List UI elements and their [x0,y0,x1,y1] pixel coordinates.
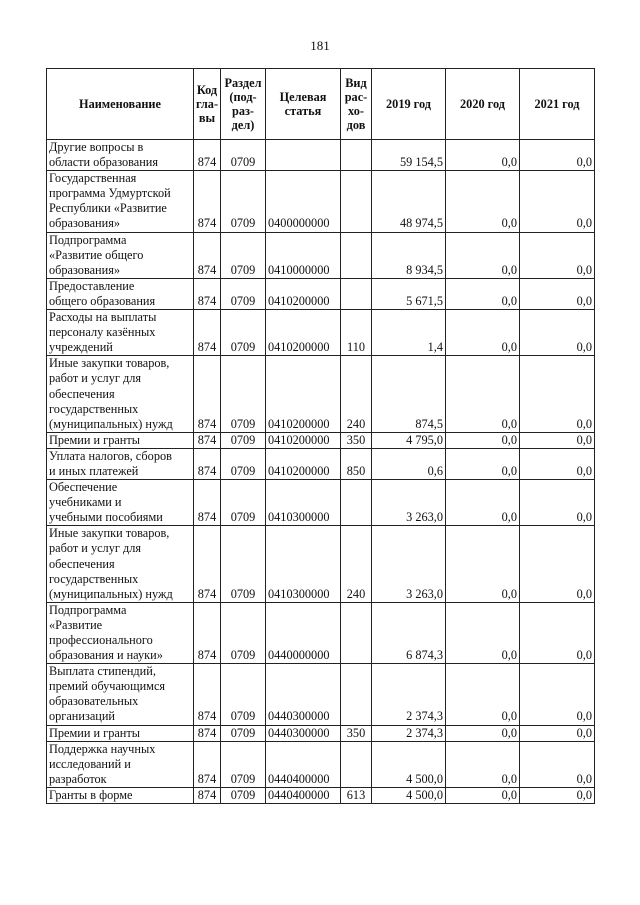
cell-section: 0709 [221,278,266,309]
table-row [47,741,595,787]
cell-2019: 48 974,5 [372,171,446,232]
header-2019: 2019 год [372,69,446,140]
header-target: Целевая статья [266,69,341,140]
cell-target: 0410200000 [266,278,341,309]
cell-code: 874 [194,278,221,309]
table-row [47,480,595,526]
cell-code: 874 [194,480,221,526]
cell-section: 0709 [221,171,266,232]
cell-2020: 0,0 [446,432,520,448]
cell-target: 0410200000 [266,310,341,356]
cell-2019: 8 934,5 [372,232,446,278]
cell-2020: 0,0 [446,480,520,526]
header-expense: Вид рас- хо- дов [341,69,372,140]
cell-expense [341,171,372,232]
cell-2021: 0,0 [520,232,595,278]
cell-2021: 0,0 [520,356,595,432]
table-row [47,140,595,171]
cell-target: 0410200000 [266,432,341,448]
cell-section: 0709 [221,310,266,356]
cell-2021: 0,0 [520,787,595,803]
cell-2019: 874,5 [372,356,446,432]
cell-2019: 59 154,5 [372,140,446,171]
cell-2021: 0,0 [520,725,595,741]
cell-name: Другие вопросы в области образования [47,140,194,171]
cell-2021: 0,0 [520,480,595,526]
cell-code: 874 [194,787,221,803]
cell-code: 874 [194,664,221,725]
cell-target: 0440300000 [266,664,341,725]
cell-2019: 4 795,0 [372,432,446,448]
cell-2019: 0,6 [372,448,446,479]
table-row [47,171,595,232]
table-row [47,602,595,663]
header-2021: 2021 год [520,69,595,140]
header-code: Код гла- вы [194,69,221,140]
cell-name: Иные закупки товаров, работ и услуг для обеспечения государственных (муниципальных) нужд [47,526,194,602]
cell-2019: 4 500,0 [372,741,446,787]
cell-target: 0410000000 [266,232,341,278]
cell-name: Уплата налогов, сборов и иных платежей [47,448,194,479]
cell-2020: 0,0 [446,356,520,432]
cell-2020: 0,0 [446,140,520,171]
cell-expense [341,741,372,787]
cell-name: Поддержка научных исследований и разработок [47,741,194,787]
cell-section: 0709 [221,356,266,432]
cell-target: 0400000000 [266,171,341,232]
cell-name: Премии и гранты [47,725,194,741]
cell-2021: 0,0 [520,140,595,171]
cell-2021: 0,0 [520,432,595,448]
cell-2020: 0,0 [446,664,520,725]
cell-section: 0709 [221,725,266,741]
cell-2020: 0,0 [446,171,520,232]
cell-code: 874 [194,171,221,232]
cell-name: Государственная программа Удмуртской Республики «Развитие образования» [47,171,194,232]
cell-expense: 240 [341,356,372,432]
cell-name: Расходы на выплаты персоналу казённых учреждений [47,310,194,356]
cell-2020: 0,0 [446,741,520,787]
cell-2021: 0,0 [520,171,595,232]
cell-2021: 0,0 [520,278,595,309]
cell-section: 0709 [221,448,266,479]
cell-name: Гранты в форме [47,787,194,803]
budget-table [46,68,595,804]
cell-target: 0440000000 [266,602,341,663]
cell-2019: 2 374,3 [372,725,446,741]
cell-target [266,140,341,171]
cell-2019: 6 874,3 [372,602,446,663]
cell-section: 0709 [221,602,266,663]
cell-expense [341,602,372,663]
cell-target: 0410300000 [266,480,341,526]
cell-section: 0709 [221,787,266,803]
cell-target: 0410200000 [266,448,341,479]
cell-expense [341,480,372,526]
cell-section: 0709 [221,664,266,725]
cell-2019: 1,4 [372,310,446,356]
cell-expense: 850 [341,448,372,479]
cell-code: 874 [194,741,221,787]
cell-section: 0709 [221,232,266,278]
cell-target: 0440400000 [266,741,341,787]
cell-2020: 0,0 [446,787,520,803]
cell-name: Иные закупки товаров, работ и услуг для обеспечения государственных (муниципальных) нужд [47,356,194,432]
cell-2020: 0,0 [446,310,520,356]
cell-2020: 0,0 [446,725,520,741]
cell-section: 0709 [221,480,266,526]
cell-name: Подпрограмма «Развитие общего образования» [47,232,194,278]
cell-target: 0410200000 [266,356,341,432]
cell-2019: 4 500,0 [372,787,446,803]
table-row [47,725,595,741]
cell-2019: 3 263,0 [372,480,446,526]
table-row [47,664,595,725]
cell-2019: 3 263,0 [372,526,446,602]
cell-code: 874 [194,310,221,356]
cell-section: 0709 [221,432,266,448]
cell-2021: 0,0 [520,741,595,787]
cell-code: 874 [194,526,221,602]
cell-name: Подпрограмма «Развитие профессионального образования и науки» [47,602,194,663]
table-row [47,278,595,309]
cell-code: 874 [194,448,221,479]
cell-code: 874 [194,356,221,432]
cell-code: 874 [194,232,221,278]
cell-section: 0709 [221,526,266,602]
cell-2021: 0,0 [520,664,595,725]
cell-2020: 0,0 [446,602,520,663]
cell-expense: 613 [341,787,372,803]
cell-2021: 0,0 [520,602,595,663]
cell-2019: 5 671,5 [372,278,446,309]
cell-expense: 240 [341,526,372,602]
cell-target: 0440300000 [266,725,341,741]
cell-2020: 0,0 [446,278,520,309]
table-row [47,526,595,602]
cell-name: Обеспечение учебниками и учебными пособиями [47,480,194,526]
table-row [47,448,595,479]
cell-2019: 2 374,3 [372,664,446,725]
cell-code: 874 [194,432,221,448]
cell-2021: 0,0 [520,526,595,602]
cell-code: 874 [194,140,221,171]
cell-expense: 110 [341,310,372,356]
header-section: Раздел (под- раз- дел) [221,69,266,140]
cell-expense [341,278,372,309]
cell-expense [341,140,372,171]
table-row [47,787,595,803]
header-name: Наименование [47,69,194,140]
table-row [47,432,595,448]
header-2020: 2020 год [446,69,520,140]
page-number: 181 [310,38,330,53]
table-row [47,356,595,432]
table-row [47,232,595,278]
cell-code: 874 [194,602,221,663]
cell-name: Предоставление общего образования [47,278,194,309]
cell-name: Выплата стипендий, премий обучающимся образовательных организаций [47,664,194,725]
table-row [47,310,595,356]
cell-section: 0709 [221,140,266,171]
cell-expense: 350 [341,432,372,448]
cell-name: Премии и гранты [47,432,194,448]
cell-code: 874 [194,725,221,741]
cell-section: 0709 [221,741,266,787]
cell-target: 0440400000 [266,787,341,803]
cell-expense [341,664,372,725]
cell-target: 0410300000 [266,526,341,602]
cell-2021: 0,0 [520,448,595,479]
table-header-row [47,69,595,140]
cell-expense [341,232,372,278]
cell-2021: 0,0 [520,310,595,356]
cell-expense: 350 [341,725,372,741]
cell-2020: 0,0 [446,232,520,278]
cell-2020: 0,0 [446,526,520,602]
cell-2020: 0,0 [446,448,520,479]
